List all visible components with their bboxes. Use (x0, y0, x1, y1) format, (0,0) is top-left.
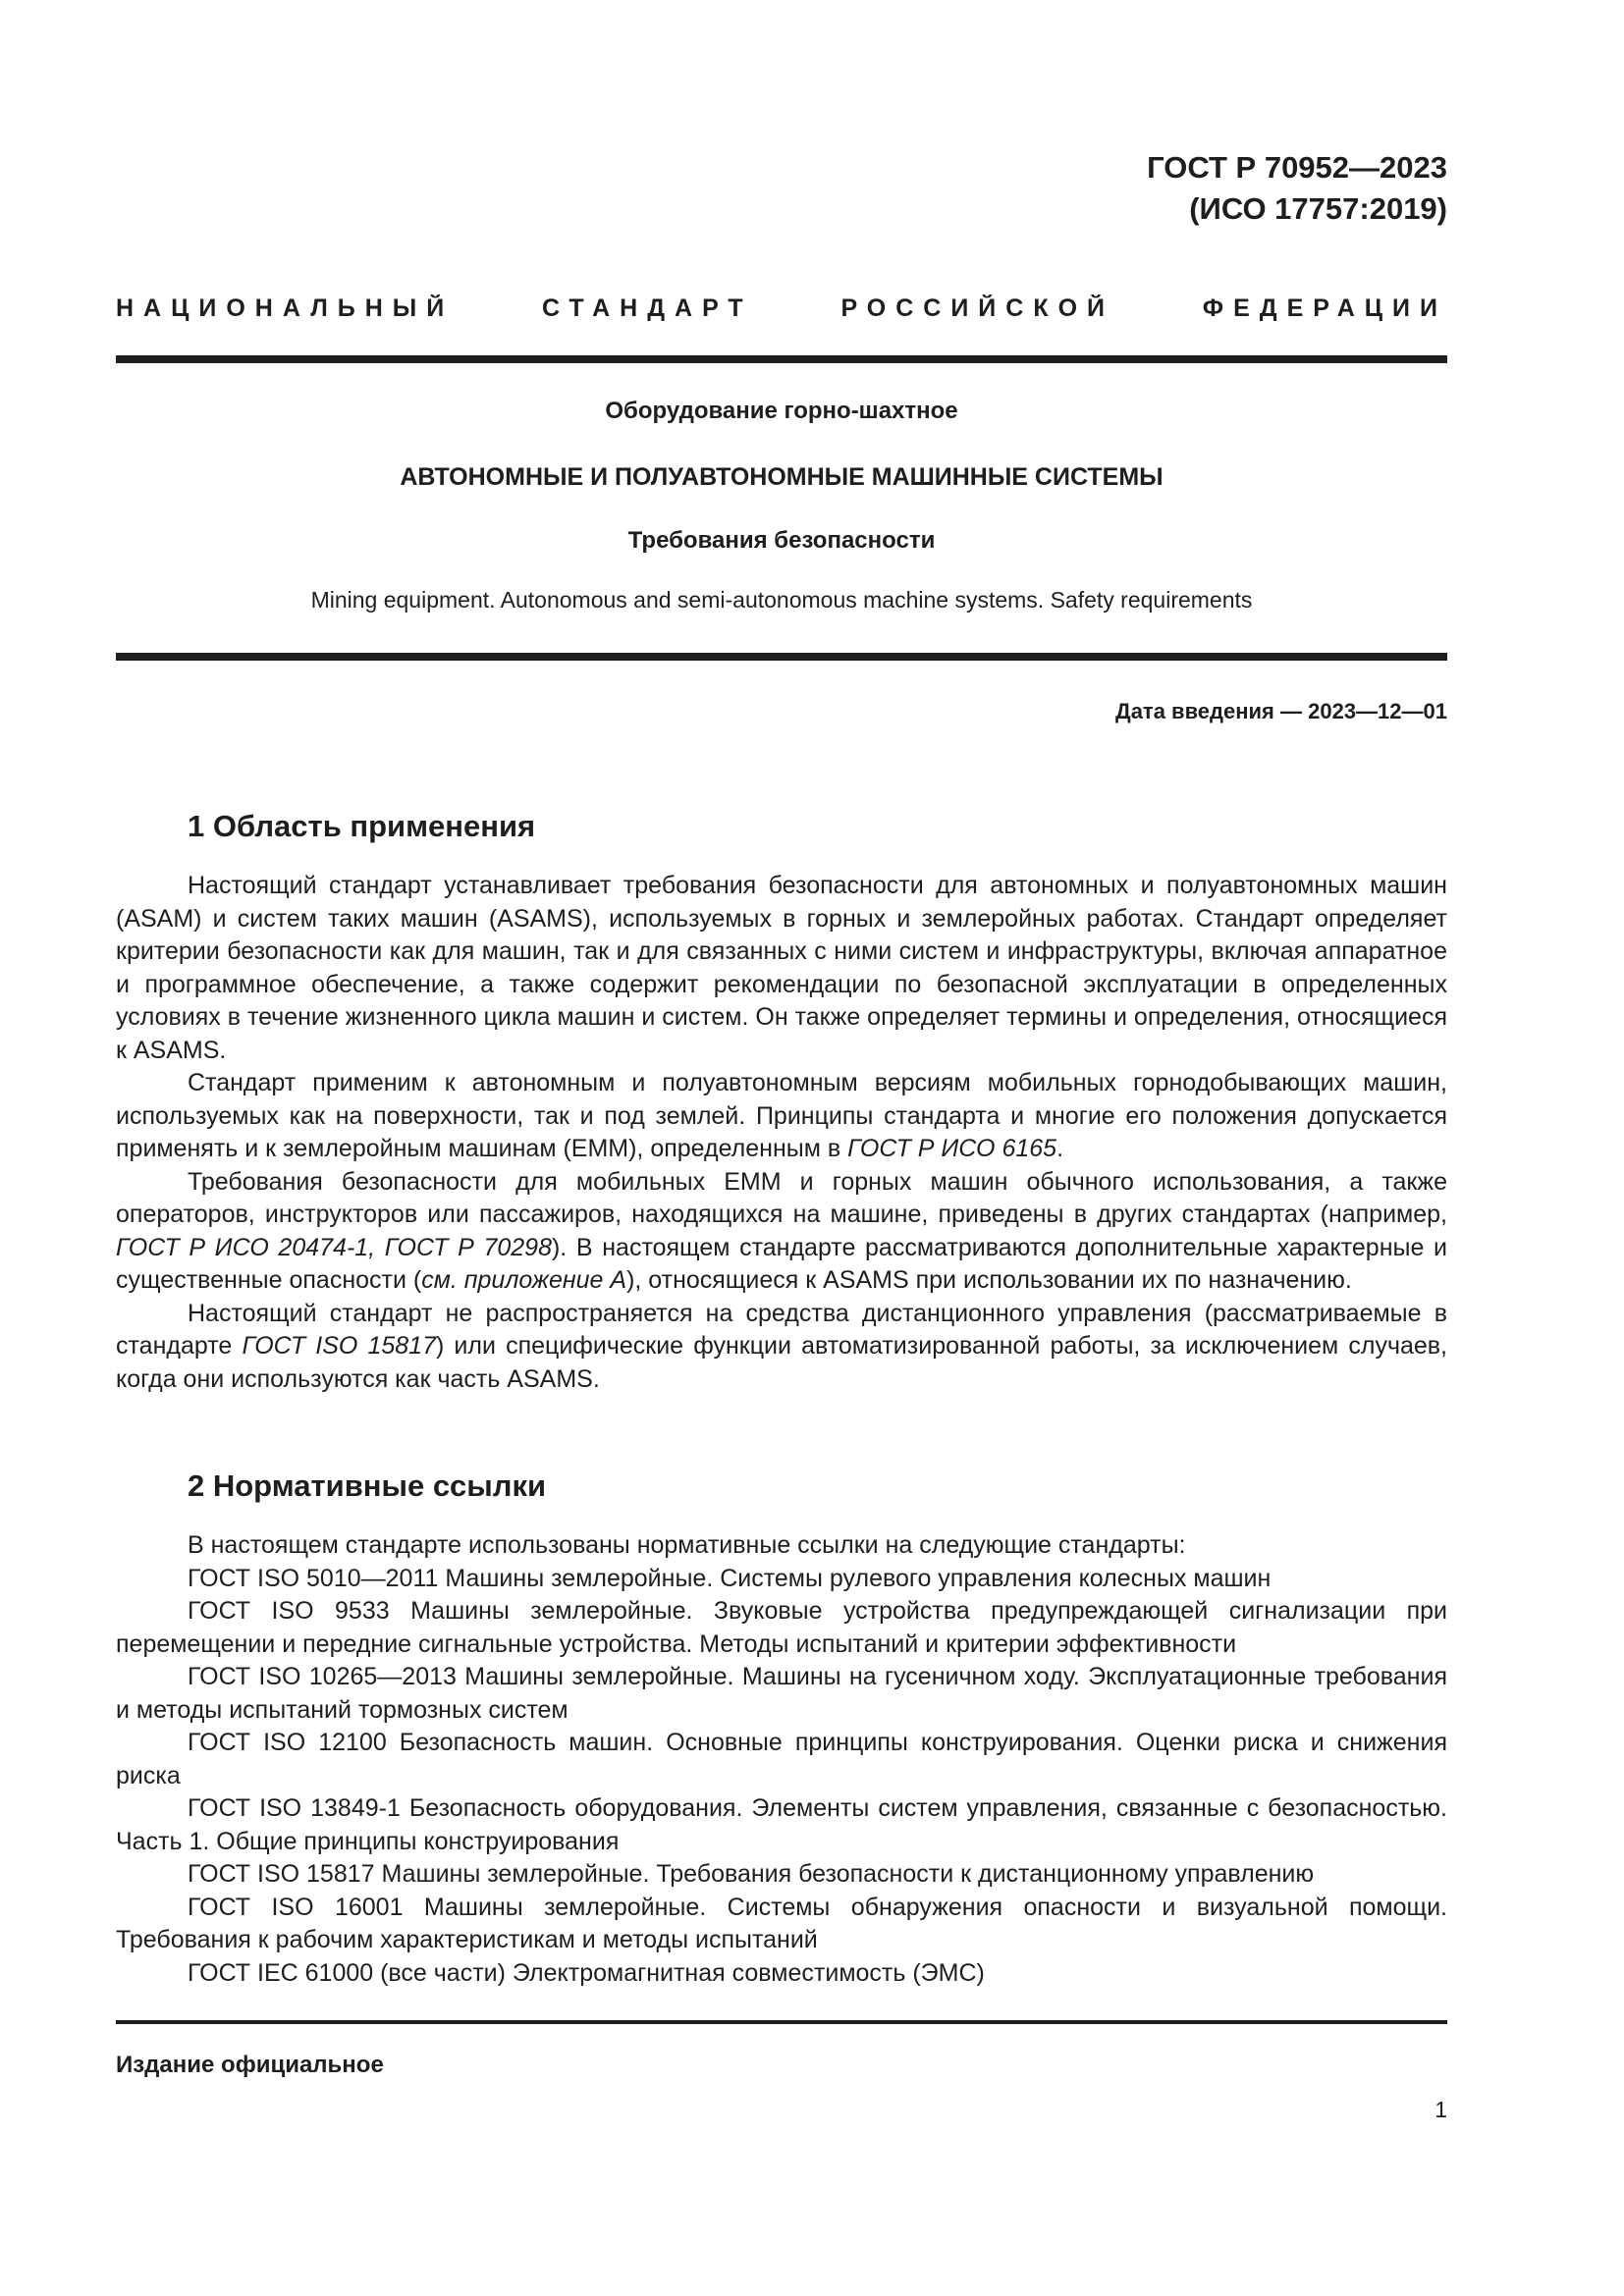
iso-code: (ИСО 17757:2019) (1189, 191, 1447, 226)
reference-item: ГОСТ ISO 9533 Машины землеройные. Звуковые устройства предупреждающей сигнализации при перемещении и передние сигнальные устройства. Методы испытаний и критерии эффективности (116, 1597, 1447, 1658)
reference-item: ГОСТ ISO 16001 Машины землеройные. Системы обнаружения опасности и визуальной помощи. Требования к рабочим характеристикам и методы испытаний (116, 1893, 1447, 1953)
title-english: Mining equipment. Autonomous and semi-autonomous machine systems. Safety requirements (310, 587, 1253, 613)
reference-item: ГОСТ IEC 61000 (все части) Электромагнитная совместимость (ЭМС) (188, 1958, 985, 1987)
section-1-paragraph: Настоящий стандарт не распространяется на средства дистанционного управления (рассматриваемые в стандарте ГОСТ ISO 15817) или специфические функции автоматизированной работы, за исключением случаев, когда они используются как часть ASAMS. (116, 1299, 1448, 1393)
reference-item: ГОСТ ISO 15817 Машины землеройные. Требования безопасности к дистанционному управлению (188, 1860, 1315, 1888)
title-sub: Требования безопасности (627, 527, 936, 554)
section-1-paragraph: Настоящий стандарт устанавливает требования безопасности для автономных и полуавтономных машин (ASAM) и систем таких машин (ASAMS), используемых в горных и землеройных работах. Стандарт определяет критерии безопасности как для машин, так и для связанных с ними систем и инфраструктуры, включая аппаратное и программное обеспечение, а также содержит рекомендации по безопасной эксплуатации в определенных условиях в течение жизненного цикла машин и систем. Он также определяет термины и определения, относящиеся к ASAMS. (116, 872, 1447, 1064)
top-divider (116, 355, 1447, 363)
standard-reference: ГОСТ Р ИСО 6165 (847, 1135, 1057, 1162)
section-1-body (116, 870, 1447, 1396)
references-intro: В настоящем стандарте использованы нормативные ссылки на следующие стандарты: (188, 1531, 1186, 1559)
standard-reference: ГОСТ Р ИСО 20474-1, ГОСТ Р 70298 (116, 1233, 552, 1261)
normative-references (116, 1529, 1447, 1990)
official-edition-label: Издание официальное (116, 2052, 384, 2078)
reference-item: ГОСТ ISO 5010—2011 Машины землеройные. Системы рулевого управления колесных машин (188, 1564, 1272, 1592)
reference-item: ГОСТ ISO 12100 Безопасность машин. Основные принципы конструирования. Оценки риска и снижения риска (116, 1729, 1447, 1789)
section-1-paragraph: Стандарт применим к автономным и полуавтономным версиям мобильных горнодобывающих машин, используемых как на поверхности, так и под землей. Принципы стандарта и многие его положения допускается применять и к землеройным машинам (ЕММ), определенным в ГОСТ Р ИСО 6165. (116, 1069, 1447, 1162)
title-group: Оборудование горно-шахтное (605, 398, 958, 424)
section-1-heading: 1 Область применения (188, 809, 536, 843)
section-2-heading: 2 Нормативные ссылки (188, 1468, 547, 1503)
gost-code: ГОСТ Р 70952—2023 (1147, 150, 1447, 185)
section-1-paragraph: Требования безопасности для мобильных ЕММ и горных машин обычного использования, а также операторов, инструкторов или пассажиров, находящихся на машине, приведены в других стандартах (например, ГОСТ Р ИСО 20474-1, ГОСТ Р 70298). В настоящем стандарте рассматриваются дополнительные характерные и существенные опасности (см. приложение А), относящиеся к ASAMS при использовании их по назначению. (116, 1167, 1447, 1294)
national-standard-banner: НАЦИОНАЛЬНЫЙ СТАНДАРТ РОССИЙСКОЙ ФЕДЕРАЦИИ (116, 294, 1447, 322)
standard-reference: ГОСТ ISO 15817 (242, 1332, 436, 1360)
title-divider (116, 653, 1447, 661)
standard-designation (1147, 147, 1447, 230)
annex-reference: см. приложение А (421, 1266, 627, 1294)
title-main: АВТОНОМНЫЕ И ПОЛУАВТОНОМНЫЕ МАШИННЫЕ СИСТЕМЫ (400, 463, 1164, 491)
footer-divider (116, 2020, 1447, 2024)
reference-item: ГОСТ ISO 13849-1 Безопасность оборудования. Элементы систем управления, связанные с безопасностью. Часть 1. Общие принципы конструирования (116, 1794, 1447, 1855)
introduction-date: Дата введения — 2023—12—01 (1115, 699, 1447, 723)
reference-item: ГОСТ ISO 10265—2013 Машины землеройные. Машины на гусеничном ходу. Эксплуатационные требования и методы испытаний тормозных систем (116, 1663, 1447, 1724)
page-number: 1 (1435, 2097, 1447, 2122)
